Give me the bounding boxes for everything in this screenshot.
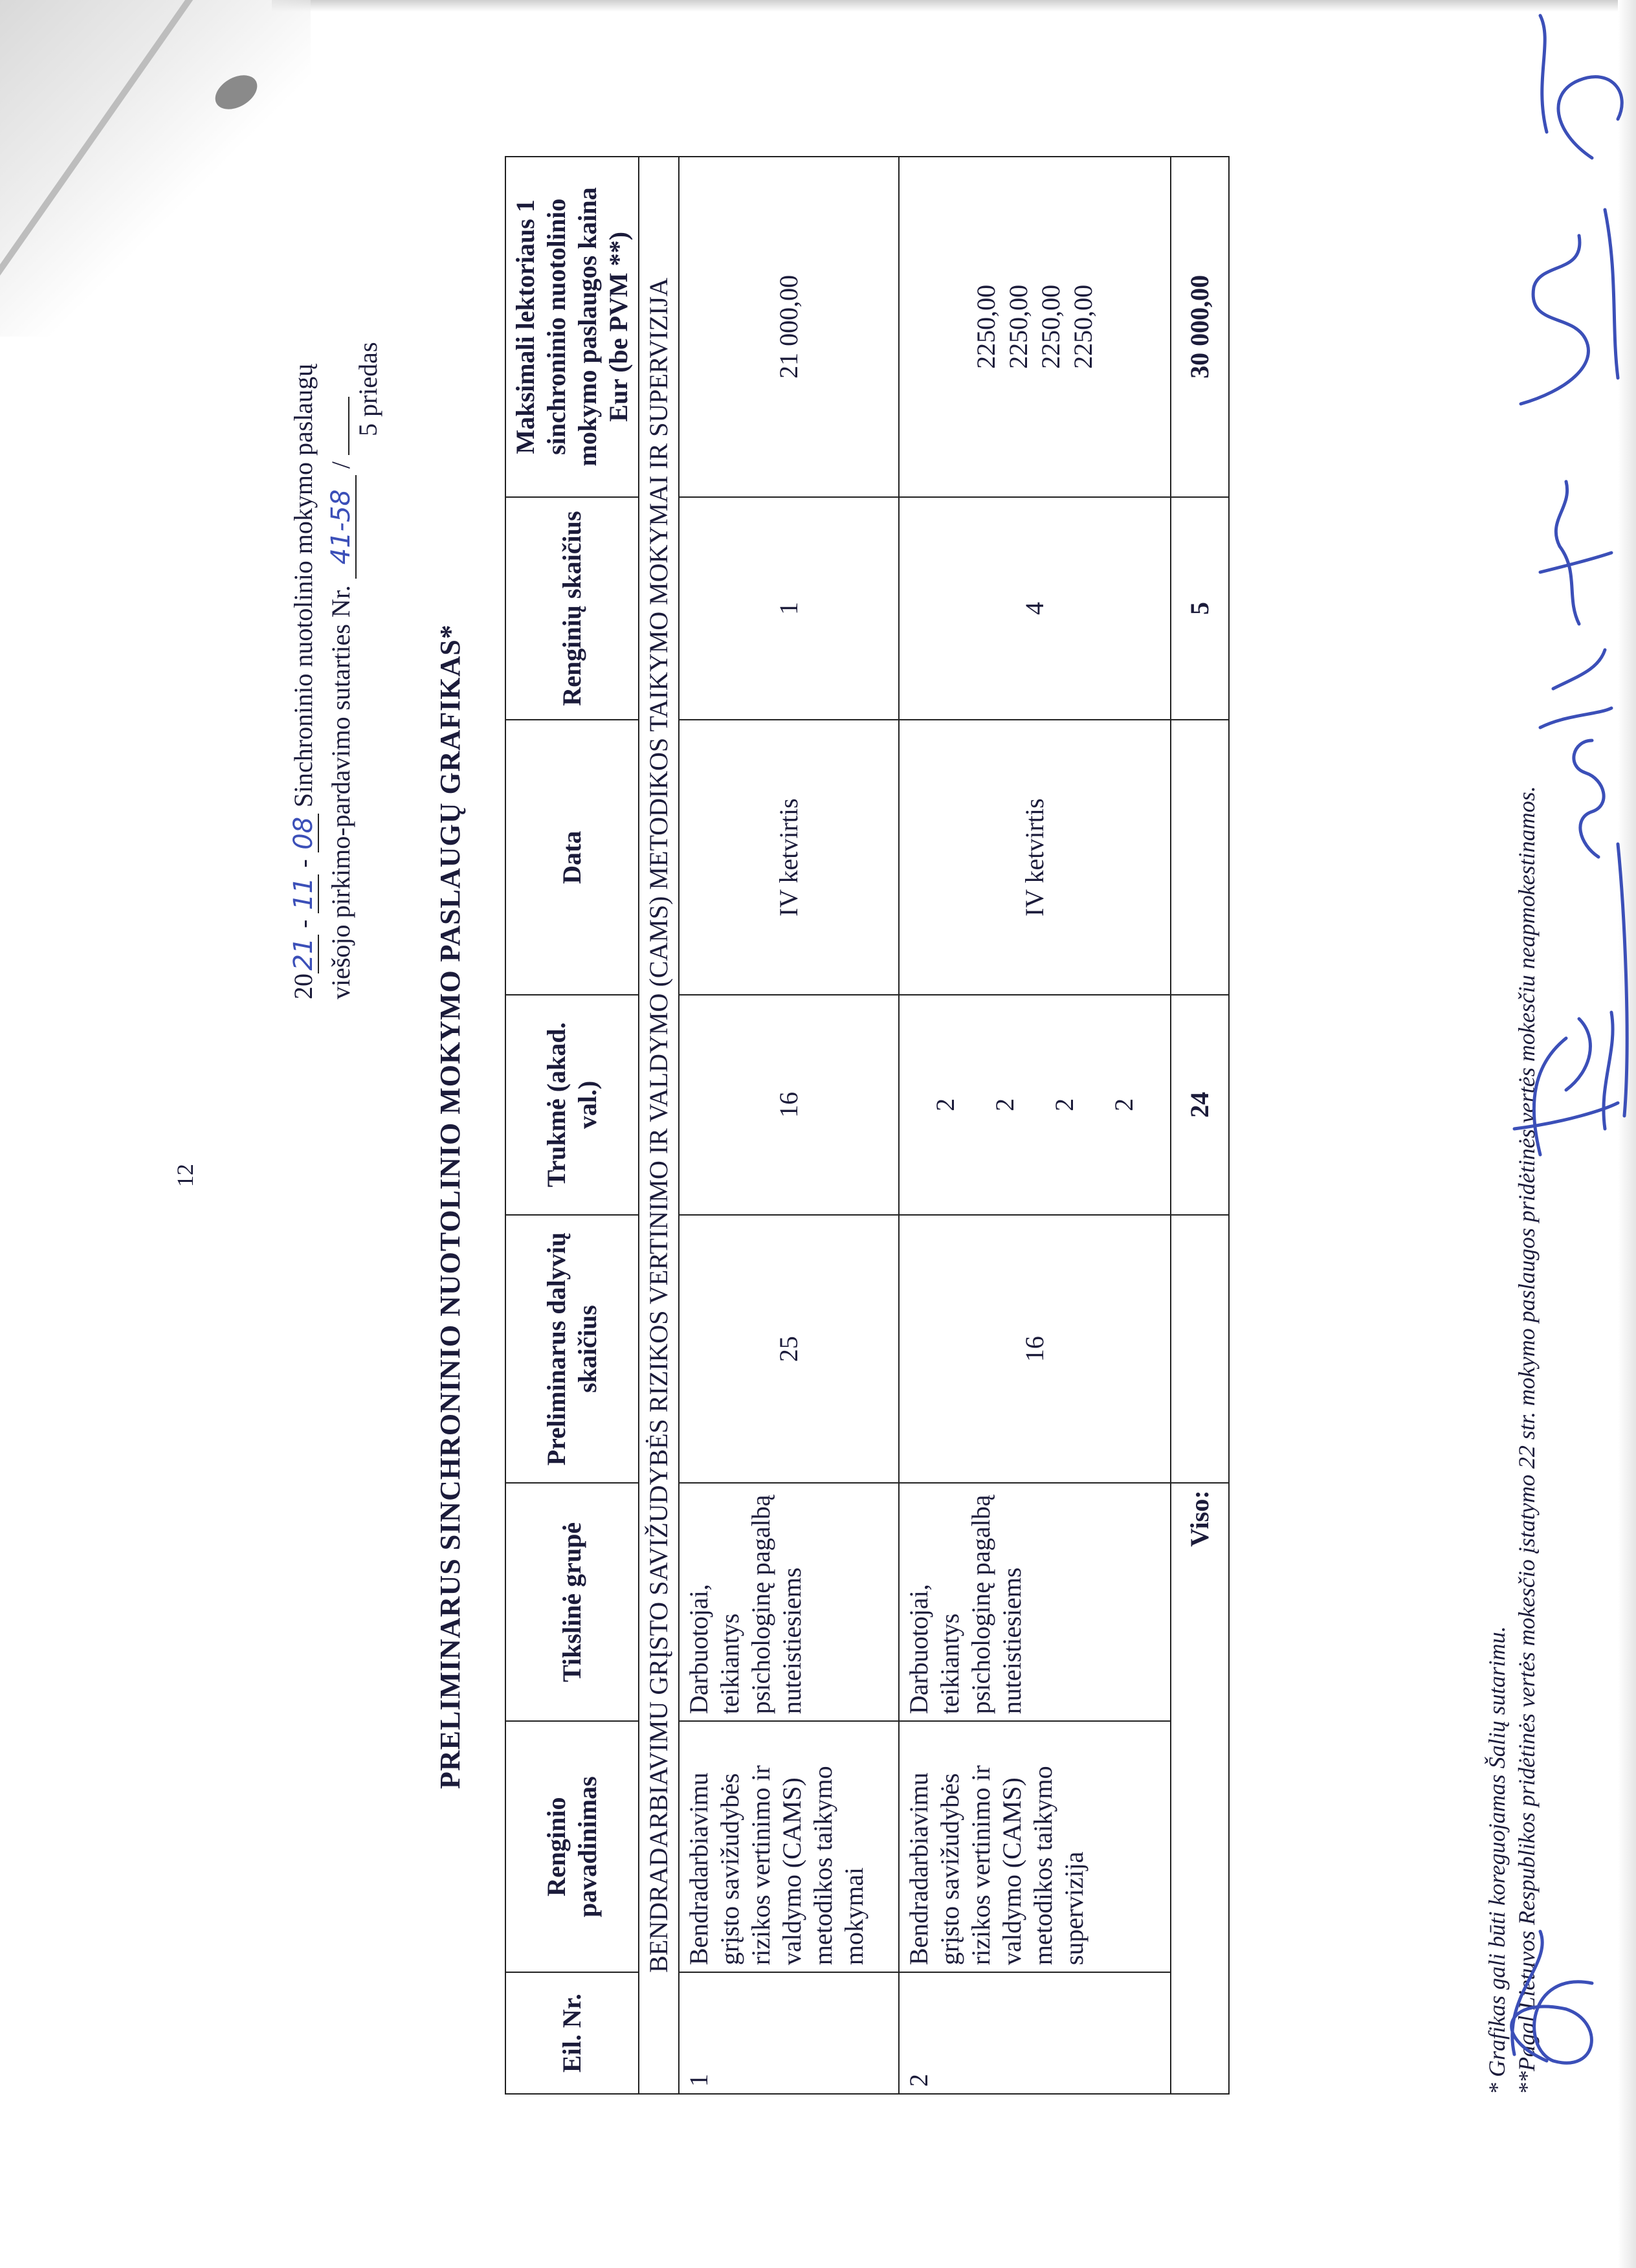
- signature-7: [1618, 844, 1627, 1116]
- row2-date: IV ketvirtis: [899, 720, 1171, 995]
- footnote-1: * Grafikas gali būti koreguojamas Šalių sutarimu.: [1484, 1626, 1510, 2095]
- total-price: 30 000,00: [1171, 157, 1229, 497]
- row1-participants: 25: [679, 1215, 899, 1484]
- document-title: PRELIMINARUS SINCHRONINIO NUOTOLINIO MOKYMO PASLAUGŲ GRAFIKAS*: [434, 624, 466, 1789]
- handwritten-contract-number: 41-58: [327, 475, 357, 579]
- signature-6: [1540, 16, 1622, 158]
- contract-ref-line1: 2021 - 11 - 08 Sinchroninio nuotolinio mokymo paslaugų: [289, 363, 318, 999]
- row1-count: 1: [679, 497, 899, 720]
- signature-1: [1512, 1931, 1592, 2063]
- row2-name: Bendradarbiavimu grįsto savižudybės rizikos vertinimo ir valdymo (CAMS) metodikos taikymo supervizija: [899, 1721, 1171, 1972]
- row1-target: Darbuotojai, teikiantys psichologinę pagalbą nuteistiesiems: [679, 1483, 899, 1721]
- year-prefix: 20: [289, 973, 318, 999]
- section-title: BENDRADARBIAVIMU GRĮSTO SAVIŽUDYBĖS RIZIKOS VERTINIMO IR VALDYMO (CAMS) METODIKOS TAIKYMO MOKYMAI IR SUPERVIZIJA: [639, 157, 679, 2094]
- contract-number-suffix: /: [326, 461, 355, 469]
- row2-participants: 16: [899, 1215, 1171, 1484]
- total-label: Viso:: [1171, 1483, 1229, 2094]
- handwritten-day: 08: [289, 814, 319, 852]
- page-number: 12: [172, 1164, 198, 1187]
- total-duration: 24: [1171, 995, 1229, 1215]
- row2-duration-2: 2: [990, 1098, 1019, 1111]
- signature-4: [1540, 482, 1611, 624]
- row2-price-1: 2250,00: [971, 284, 1000, 369]
- handwritten-month: 11: [289, 874, 319, 913]
- row1-price: 21 000,00: [679, 157, 899, 497]
- signature-5: [1521, 210, 1618, 404]
- total-count: 5: [1171, 497, 1229, 720]
- row1-date: IV ketvirtis: [679, 720, 899, 995]
- annex-label: 5 priedas: [353, 342, 382, 436]
- row2-duration-4: 2: [1109, 1098, 1138, 1111]
- footnote-2: **Pagal Lietuvos Respublikos pridėtinės vertės mokesčio įstatymo 22 str. mokymo paslaugos pridėtinės vertės mokesčiu neapmokestinamos.: [1514, 786, 1540, 2095]
- header-nr: Eil. Nr.: [505, 1972, 639, 2094]
- row2-duration-3: 2: [1050, 1098, 1079, 1111]
- row2-duration-1: 2: [931, 1098, 960, 1111]
- header-name: Renginio pavadinimas: [505, 1721, 639, 1972]
- row2-count: 4: [899, 497, 1171, 720]
- row1-nr: 1: [679, 1972, 899, 2094]
- header-target: Tikslinė grupė: [505, 1483, 639, 1721]
- header-count: Renginių skaičius: [505, 497, 639, 720]
- header-price: Maksimali lektoriaus 1 sinchroninio nuotolinio mokymo paslaugos kaina Eur (be PVM **): [505, 157, 639, 497]
- row1-name: Bendradarbiavimu grįsto savižudybės rizikos vertinimo ir valdymo (CAMS) metodikos taikymo mokymai: [679, 1721, 899, 1972]
- signature-3: [1540, 650, 1611, 857]
- row1-duration: 16: [679, 995, 899, 1215]
- contract-title-line2: viešojo pirkimo-pardavimo sutarties Nr.: [326, 585, 355, 999]
- row2-nr: 2: [899, 1972, 1171, 2094]
- header-date: Data: [505, 720, 639, 995]
- handwritten-year: 21: [289, 935, 319, 973]
- row2-target: Darbuotojai, teikiantys psichologinę pagalbą nuteistiesiems: [899, 1483, 1171, 1721]
- contract-title-line1: Sinchroninio nuotolinio mokymo paslaugų: [289, 363, 318, 808]
- header-participants: Preliminarus dalyvių skaičius: [505, 1215, 639, 1484]
- row2-price-4: 2250,00: [1068, 284, 1098, 369]
- row2-price-3: 2250,00: [1036, 284, 1065, 369]
- row2-price-2: 2250,00: [1004, 284, 1033, 369]
- header-duration: Trukmė (akad. val.): [505, 995, 639, 1215]
- signature-2: [1514, 1012, 1618, 1155]
